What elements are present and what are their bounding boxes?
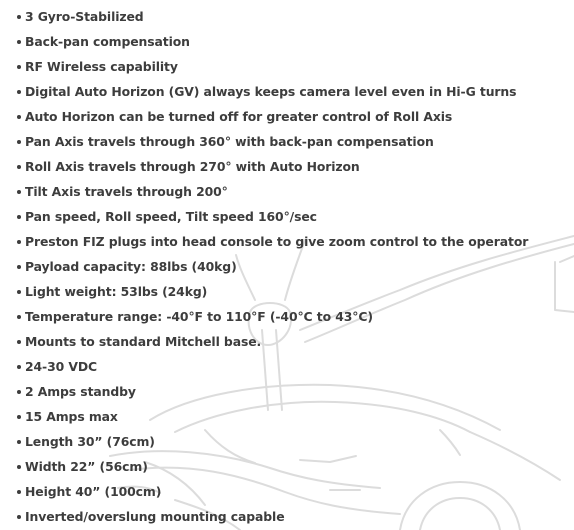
spec-text: Length 30” (76cm) [25, 434, 155, 449]
spec-item [0, 229, 528, 254]
spec-item [0, 279, 528, 304]
bullet-icon [17, 490, 21, 494]
spec-text: 15 Amps max [25, 409, 118, 424]
bullet-icon [17, 365, 21, 369]
spec-item [0, 479, 528, 504]
bullet-icon [17, 315, 21, 319]
bullet-icon [17, 340, 21, 344]
spec-item [0, 79, 528, 104]
spec-item [0, 404, 528, 429]
spec-item [0, 204, 528, 229]
spec-text: 2 Amps standby [25, 384, 136, 399]
spec-item [0, 254, 528, 279]
specifications-list [0, 4, 528, 529]
bullet-icon [17, 115, 21, 119]
spec-item [0, 454, 528, 479]
bullet-icon [17, 190, 21, 194]
bullet-icon [17, 15, 21, 19]
bullet-icon [17, 440, 21, 444]
bullet-icon [17, 240, 21, 244]
spec-text: RF Wireless capability [25, 59, 178, 74]
spec-item [0, 154, 528, 179]
bullet-icon [17, 415, 21, 419]
spec-item [0, 54, 528, 79]
spec-text: Auto Horizon can be turned off for greater control of Roll Axis [25, 109, 453, 124]
bullet-icon [17, 65, 21, 69]
spec-text: Temperature range: -40°F to 110°F (-40°C to 43°C) [25, 309, 373, 324]
spec-item [0, 504, 528, 529]
bullet-icon [17, 265, 21, 269]
spec-text: Digital Auto Horizon (GV) always keeps camera level even in Hi-G turns [25, 84, 517, 99]
bullet-icon [17, 165, 21, 169]
bullet-icon [17, 465, 21, 469]
bullet-icon [17, 290, 21, 294]
spec-text: Tilt Axis travels through 200° [25, 184, 228, 199]
spec-text: 3 Gyro-Stabilized [25, 9, 144, 24]
spec-item [0, 354, 528, 379]
spec-text: Inverted/overslung mounting capable [25, 509, 285, 524]
spec-text: Preston FIZ plugs into head console to give zoom control to the operator [25, 234, 529, 249]
spec-item [0, 29, 528, 54]
spec-item [0, 104, 528, 129]
bullet-icon [17, 390, 21, 394]
bullet-icon [17, 90, 21, 94]
spec-text: Payload capacity: 88lbs (40kg) [25, 259, 237, 274]
spec-item [0, 4, 528, 29]
spec-text: Pan speed, Roll speed, Tilt speed 160°/sec [25, 209, 317, 224]
spec-item [0, 429, 528, 454]
spec-item [0, 129, 528, 154]
bullet-icon [17, 140, 21, 144]
spec-text: Pan Axis travels through 360° with back-pan compensation [25, 134, 434, 149]
spec-text: Height 40” (100cm) [25, 484, 162, 499]
spec-text: 24-30 VDC [25, 359, 98, 374]
spec-text: Mounts to standard Mitchell base. [25, 334, 262, 349]
spec-item [0, 329, 528, 354]
spec-item [0, 379, 528, 404]
spec-text: Roll Axis travels through 270° with Auto Horizon [25, 159, 360, 174]
spec-text: Back-pan compensation [25, 34, 190, 49]
spec-item [0, 179, 528, 204]
spec-item [0, 304, 528, 329]
spec-text: Light weight: 53lbs (24kg) [25, 284, 208, 299]
bullet-icon [17, 515, 21, 519]
bullet-icon [17, 215, 21, 219]
bullet-icon [17, 40, 21, 44]
spec-text: Width 22” (56cm) [25, 459, 148, 474]
